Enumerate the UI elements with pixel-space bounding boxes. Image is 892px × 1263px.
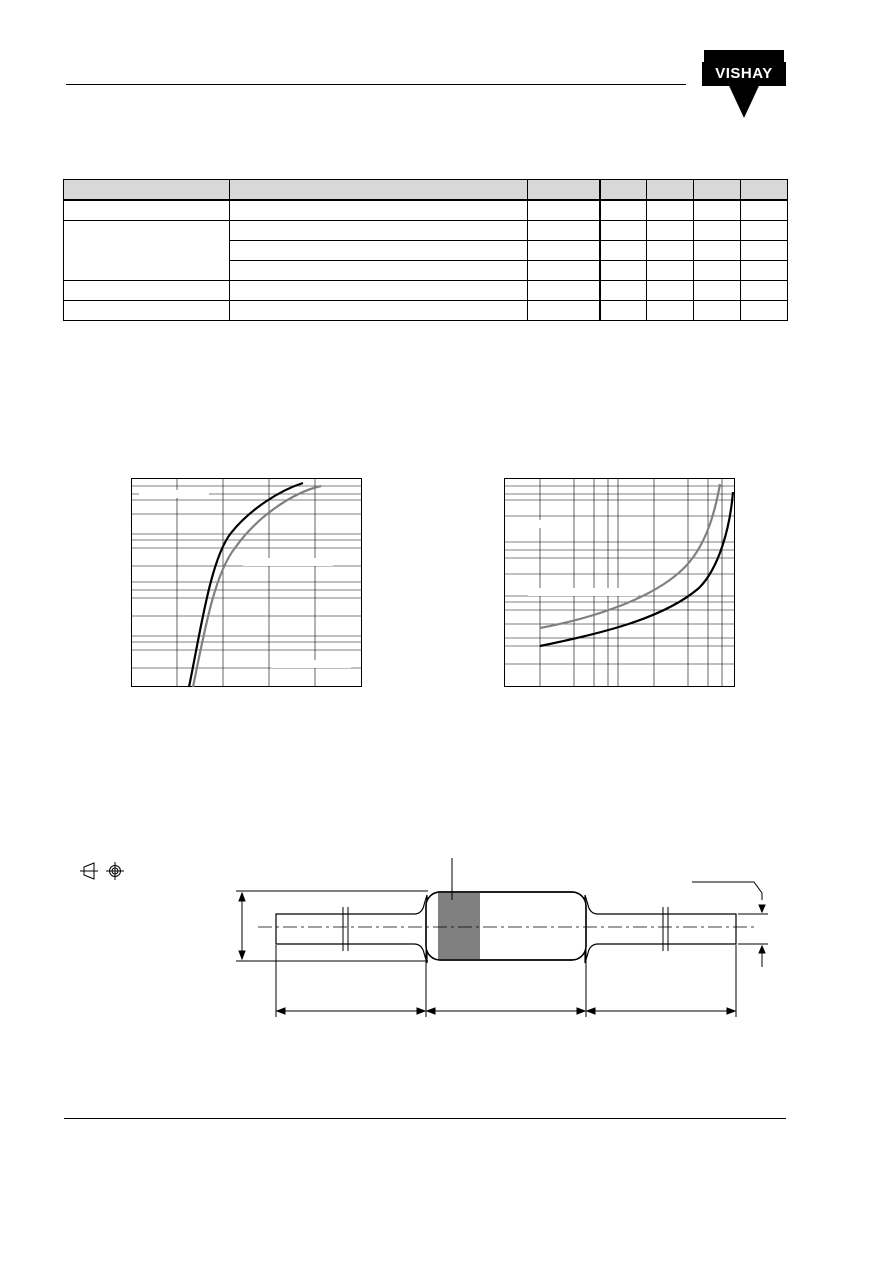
table-cell — [230, 221, 528, 241]
table-cell — [600, 221, 647, 241]
table-cell — [694, 200, 741, 221]
table-cell — [64, 200, 230, 221]
table-cell — [528, 221, 600, 241]
table-cell — [600, 261, 647, 281]
table-row — [64, 301, 788, 321]
table-cell — [528, 281, 600, 301]
table-cell — [528, 301, 600, 321]
series-line — [540, 484, 720, 628]
table-cell — [64, 301, 230, 321]
table-cell — [230, 301, 528, 321]
table-cell — [528, 261, 600, 281]
table-cell — [694, 301, 741, 321]
table-cell — [694, 241, 741, 261]
series-line — [189, 483, 303, 687]
vishay-logo-icon — [700, 48, 788, 120]
table-cell — [600, 281, 647, 301]
table-cell — [600, 241, 647, 261]
table-cell — [647, 281, 694, 301]
table-row — [64, 281, 788, 301]
table-cell — [647, 241, 694, 261]
table-cell — [528, 180, 600, 201]
table-cell — [230, 241, 528, 261]
table-cell — [741, 301, 788, 321]
logo-text: VISHAY — [715, 65, 773, 82]
table-cell — [694, 221, 741, 241]
table-cell — [528, 241, 600, 261]
table-cell — [741, 281, 788, 301]
projection-symbol-icon — [80, 862, 124, 880]
table-cell — [600, 200, 647, 221]
footer-rule — [64, 1118, 786, 1119]
table-cell — [741, 221, 788, 241]
table-cell — [600, 301, 647, 321]
chart-left-plot — [131, 478, 363, 688]
chart-left — [131, 478, 363, 688]
characteristics-table — [63, 179, 788, 321]
table-cell — [230, 200, 528, 221]
table-cell — [230, 261, 528, 281]
table-cell — [647, 200, 694, 221]
table-cell — [528, 200, 600, 221]
table-cell — [230, 180, 528, 201]
table-cell — [64, 281, 230, 301]
table-cell — [230, 281, 528, 301]
package-outline-svg — [78, 855, 778, 1025]
header-rule — [66, 84, 686, 85]
table-cell — [694, 261, 741, 281]
cathode-band — [438, 892, 480, 960]
table-row — [64, 221, 788, 241]
table-cell — [600, 180, 647, 201]
table-cell — [694, 281, 741, 301]
series-line — [193, 486, 321, 687]
chart-right — [504, 478, 736, 688]
vishay-logo — [700, 48, 788, 120]
table-cell — [647, 221, 694, 241]
table-cell — [647, 261, 694, 281]
table-cell — [64, 221, 230, 281]
table-cell — [694, 180, 741, 201]
table-cell — [741, 200, 788, 221]
table-cell — [647, 301, 694, 321]
table-cell — [741, 241, 788, 261]
chart-right-plot — [504, 478, 736, 688]
table-cell — [64, 180, 230, 201]
table-cell — [647, 180, 694, 201]
table-row — [64, 200, 788, 221]
table-header-row — [64, 180, 788, 201]
package-outline-drawing — [78, 855, 778, 1025]
table-cell — [741, 180, 788, 201]
table-cell — [741, 261, 788, 281]
